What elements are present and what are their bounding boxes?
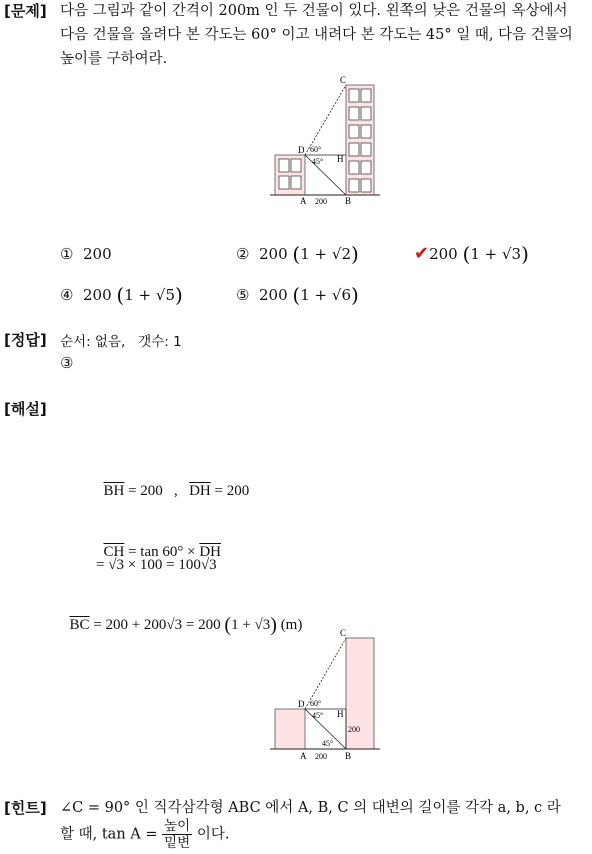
segment-dh-2: $\overline{DH}$ xyxy=(199,544,222,560)
left-building-2 xyxy=(275,709,305,749)
angle-45-bottom-2: 45° xyxy=(322,739,334,748)
fraction-numerator: 높이 xyxy=(164,818,191,834)
angle-60-2: 60° xyxy=(310,699,322,708)
choice-3[interactable]: ✔200 (1 + √3) xyxy=(414,242,529,266)
angle-60: 60° xyxy=(310,145,322,154)
choice-2-expr-pre: 200 xyxy=(259,245,288,263)
base-length-2: 200 xyxy=(315,752,327,761)
choice-5-expr-pre: 200 xyxy=(259,286,288,304)
solution-figure xyxy=(270,624,380,764)
equation-4: $\overline{BC} = 200 + 200√3 = 200$ (1 + √3) (m) xyxy=(69,614,303,636)
problem-tag: [문제] xyxy=(4,2,47,20)
hint-fraction xyxy=(162,818,192,851)
choice-1[interactable] xyxy=(60,245,112,263)
choice-1-expr: 200 xyxy=(83,245,112,263)
eq1-end: = 200 xyxy=(210,483,250,499)
equation-2 xyxy=(96,527,221,561)
choice-2-expr-in: 1 + √2 xyxy=(300,245,351,263)
choice-4-mark: ④ xyxy=(60,286,74,304)
side-length-2: 200 xyxy=(348,725,360,734)
choice-1-mark: ① xyxy=(60,245,74,263)
choice-2-mark: ② xyxy=(236,245,250,263)
building-figure xyxy=(270,72,380,206)
segment-dh: $\overline{DH}$ xyxy=(189,483,211,499)
choice-4-expr-in: 1 + √5 xyxy=(124,286,175,304)
label-b: B xyxy=(345,196,352,206)
segment-ch: $\overline{CH}$ xyxy=(103,544,125,560)
angle-45: 45° xyxy=(312,157,324,166)
label-h-2: H xyxy=(337,709,344,719)
label-c: C xyxy=(340,75,347,85)
choice-5[interactable]: ⑤ 200 (1 + √6) xyxy=(236,283,359,307)
choice-4-expr-pre: 200 xyxy=(83,286,112,304)
label-d-2: D xyxy=(298,699,305,709)
choice-5-mark: ⑤ xyxy=(236,286,250,304)
eq2-mid: = tan 60° × xyxy=(124,544,200,560)
choice-2[interactable]: ② 200 (1 + √2) xyxy=(236,242,359,266)
problem-line-3: 높이를 구하여라. xyxy=(60,51,168,67)
check-mark-icon: ✔ xyxy=(414,243,430,264)
label-a-2: A xyxy=(300,751,307,761)
base-length: 200 xyxy=(315,197,327,206)
eq4-mid: = 200 + 200√3 = 200 xyxy=(89,617,221,633)
label-a: A xyxy=(300,196,307,206)
answer-tag: [정답] xyxy=(4,331,47,349)
choice-4[interactable]: ④ 200 (1 + √5) xyxy=(60,283,183,307)
eq4-unit: (m) xyxy=(280,617,303,633)
hint-line-2-pre: 할 때, tan A = xyxy=(60,826,158,843)
label-c-2: C xyxy=(340,628,347,638)
eq1-mid: = 200 , xyxy=(124,483,190,499)
hint-line-2-post: 이다. xyxy=(196,826,230,843)
equation-3: = √3 × 100 = 100√3 xyxy=(96,557,217,573)
hint-line-2 xyxy=(60,818,229,851)
label-h: H xyxy=(337,154,344,164)
segment-bh: $\overline{BH}$ xyxy=(103,483,125,499)
problem-line-2: 다음 건물을 올려다 본 각도는 60° 이고 내려다 본 각도는 45° 일 때, 다음 건물의 xyxy=(60,27,573,43)
hint-tag: [힌트] xyxy=(4,799,47,817)
label-b-2: B xyxy=(345,751,352,761)
label-d: D xyxy=(298,145,305,155)
explanation-tag: [해설] xyxy=(4,400,47,418)
equation-1 xyxy=(96,466,249,500)
choice-3-expr-pre: 200 xyxy=(429,245,458,263)
choice-3-expr-in: 1 + √3 xyxy=(470,245,522,263)
choice-5-expr-in: 1 + √6 xyxy=(300,286,351,304)
angle-45-top-2: 45° xyxy=(312,711,324,720)
problem-line-1: 다음 그림과 같이 간격이 200m 인 두 건물이 있다. 왼쪽의 낮은 건물의 옥상에서 xyxy=(60,3,568,19)
eq4-in: 1 + √3 xyxy=(231,617,271,633)
segment-bc: $\overline{BC}$ xyxy=(69,617,90,633)
fraction-denominator: 밑변 xyxy=(164,835,191,851)
answer-value: ③ xyxy=(60,354,74,372)
hint-line-1: ∠C = 90° 인 직각삼각형 ABC 에서 A, B, C 의 대변의 길이를 각각 a, b, c 라 xyxy=(60,800,561,816)
answer-meta: 순서: 없음, 갯수: 1 xyxy=(60,334,182,350)
